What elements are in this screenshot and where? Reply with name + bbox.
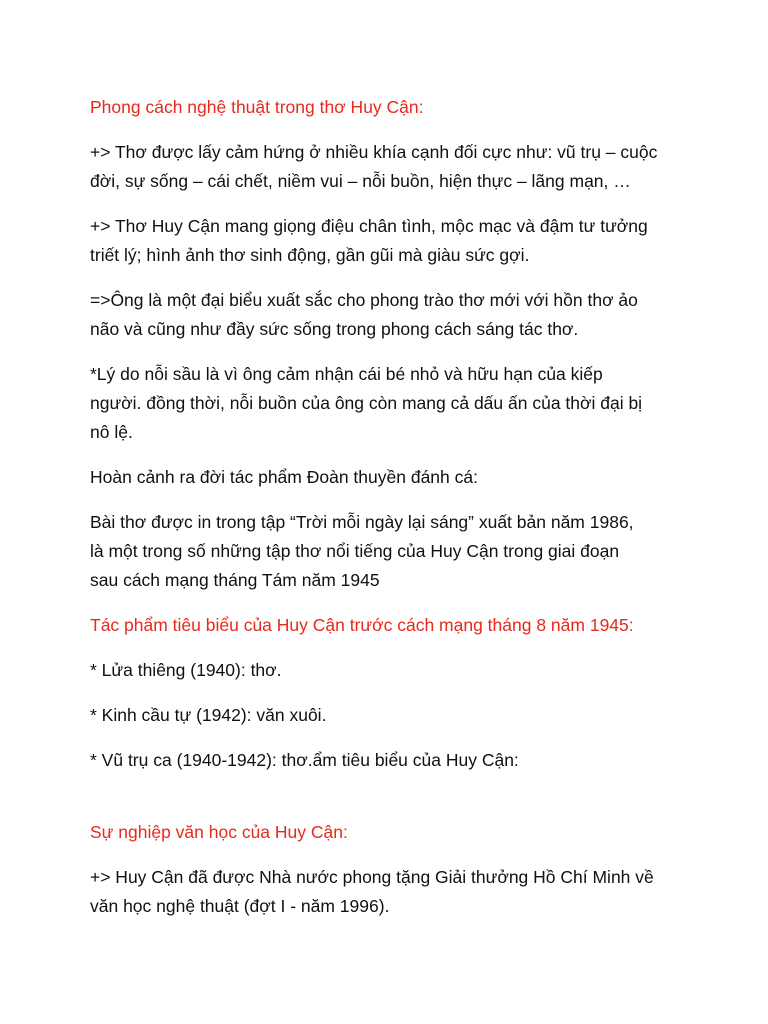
heading-career: Sự nghiệp văn học của Huy Cận: bbox=[90, 822, 348, 842]
list-item-vu-tru-ca: * Vũ trụ ca (1940-1942): thơ.ẩm tiêu biểu của Huy Cận: bbox=[90, 750, 519, 770]
heading-context: Hoàn cảnh ra đời tác phẩm Đoàn thuyền đánh cá: bbox=[90, 467, 478, 487]
text-line: người. đồng thời, nỗi buồn của ông còn mang cả dấu ấn của thời đại bị bbox=[90, 393, 643, 413]
paragraph-conclusion bbox=[90, 286, 688, 344]
text-line: *Lý do nỗi sầu là vì ông cảm nhận cái bé nhỏ và hữu hạn của kiếp bbox=[90, 364, 603, 384]
list-item-kinh-cau-tu: * Kinh cầu tự (1942): văn xuôi. bbox=[90, 705, 327, 725]
text-line: +> Thơ được lấy cảm hứng ở nhiều khía cạnh đối cực như: vũ trụ – cuộc bbox=[90, 142, 658, 162]
paragraph-tone bbox=[90, 212, 688, 270]
paragraph-inspiration bbox=[90, 138, 688, 196]
paragraph-publication bbox=[90, 508, 688, 595]
text-line: não và cũng như đầy sức sống trong phong cách sáng tác thơ. bbox=[90, 319, 579, 339]
text-line: đời, sự sống – cái chết, niềm vui – nỗi buồn, hiện thực – lãng mạn, … bbox=[90, 171, 631, 191]
heading-art-style: Phong cách nghệ thuật trong thơ Huy Cận: bbox=[90, 97, 424, 117]
paragraph-award bbox=[90, 863, 688, 921]
text-line: triết lý; hình ảnh thơ sinh động, gần gũi mà giàu sức gợi. bbox=[90, 245, 530, 265]
text-line: sau cách mạng tháng Tám năm 1945 bbox=[90, 570, 380, 590]
text-line: +> Thơ Huy Cận mang giọng điệu chân tình, mộc mạc và đậm tư tưởng bbox=[90, 216, 648, 236]
text-line: =>Ông là một đại biểu xuất sắc cho phong trào thơ mới với hồn thơ ảo bbox=[90, 290, 638, 310]
paragraph-sorrow-reason bbox=[90, 360, 688, 447]
text-line: +> Huy Cận đã được Nhà nước phong tặng Giải thưởng Hồ Chí Minh về bbox=[90, 867, 654, 887]
text-line: Bài thơ được in trong tập “Trời mỗi ngày lại sáng” xuất bản năm 1986, bbox=[90, 512, 634, 532]
text-line: là một trong số những tập thơ nổi tiếng của Huy Cận trong giai đoạn bbox=[90, 541, 620, 561]
heading-notable-works: Tác phẩm tiêu biểu của Huy Cận trước cách mạng tháng 8 năm 1945: bbox=[90, 615, 634, 635]
text-line: nô lệ. bbox=[90, 422, 133, 442]
spacer bbox=[90, 791, 688, 818]
text-line: văn học nghệ thuật (đợt I - năm 1996). bbox=[90, 896, 390, 916]
list-item-lua-thieng: * Lửa thiêng (1940): thơ. bbox=[90, 660, 282, 680]
